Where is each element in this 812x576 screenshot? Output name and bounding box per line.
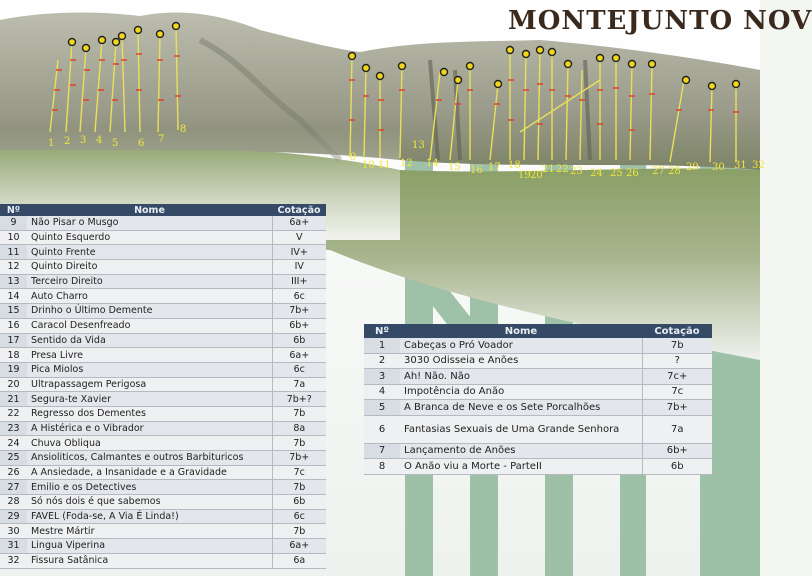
route-label: 10: [362, 160, 375, 171]
route-label: 11: [378, 160, 391, 171]
table-row: [364, 384, 712, 400]
table-row: [0, 377, 326, 392]
table-row: [364, 338, 712, 353]
route-label: 8: [180, 124, 187, 135]
table-row: [364, 400, 712, 416]
route-label: 22: [556, 164, 569, 175]
route-label: 2: [64, 136, 71, 147]
table-row: [0, 304, 326, 319]
route-number: 23: [0, 421, 27, 436]
route-name: Sentido da Vida: [27, 333, 272, 348]
table-row: [0, 480, 326, 495]
route-grade: 6b+: [642, 443, 712, 459]
route-grade: 7b: [272, 480, 326, 495]
table-row: [364, 369, 712, 385]
route-grade: ?: [642, 353, 712, 369]
route-number: 32: [0, 553, 27, 568]
route-grade: 6a: [272, 553, 326, 568]
table-row: [0, 509, 326, 524]
route-name: Terceiro Direito: [27, 274, 272, 289]
route-grade: 6c: [272, 289, 326, 304]
table-row: [364, 459, 712, 475]
route-label: 5: [112, 138, 119, 149]
route-name: Drinho o Último Demente: [27, 304, 272, 319]
header-grade: Cotação: [272, 204, 326, 216]
route-name: Ansioliticos, Calmantes e outros Barbituricos: [27, 451, 272, 466]
route-name: Chuva Obliqua: [27, 436, 272, 451]
route-name: Lançamento de Anões: [400, 443, 642, 459]
header-name: Nome: [27, 204, 272, 216]
route-number: 30: [0, 524, 27, 539]
table-row: [0, 495, 326, 510]
route-label: 15: [448, 162, 461, 173]
table-row: [0, 524, 326, 539]
route-grade: 6b: [272, 495, 326, 510]
header-number: Nº: [0, 204, 27, 216]
route-number: 20: [0, 377, 27, 392]
route-name: Ultrapassagem Perigosa: [27, 377, 272, 392]
route-name: Caracol Desenfreado: [27, 318, 272, 333]
route-label: 17: [488, 162, 501, 173]
route-grade: V: [272, 230, 326, 245]
route-grade: 6c: [272, 362, 326, 377]
table-row: [0, 406, 326, 421]
route-name: Mestre Mártir: [27, 524, 272, 539]
route-label: 21: [542, 164, 555, 175]
routes-table-sector-1: [364, 324, 712, 475]
route-name: A Histérica e o Vibrador: [27, 421, 272, 436]
route-name: Cabeças o Pró Voador: [400, 338, 642, 353]
route-grade: 6a+: [272, 216, 326, 230]
table-row: [0, 245, 326, 260]
route-number: 29: [0, 509, 27, 524]
table-row: [0, 289, 326, 304]
route-name: O Anão viu a Morte - ParteII: [400, 459, 642, 475]
route-label: 23: [570, 166, 583, 177]
route-number: 17: [0, 333, 27, 348]
route-label: 1: [48, 138, 55, 149]
route-grade: IV+: [272, 245, 326, 260]
table-row: [0, 318, 326, 333]
route-grade: 7b: [272, 524, 326, 539]
route-label: 6: [138, 138, 145, 149]
route-number: 28: [0, 495, 27, 510]
table-row: [0, 392, 326, 407]
page-title: MONTEJUNTO NOV: [508, 6, 812, 36]
route-number: 8: [364, 459, 400, 475]
table-row: [0, 465, 326, 480]
route-label: 25: [610, 168, 623, 179]
route-label: 19: [518, 170, 531, 181]
route-number: 13: [0, 274, 27, 289]
route-name: Fissura Satânica: [27, 553, 272, 568]
route-grade: 7b+: [272, 304, 326, 319]
route-number: 26: [0, 465, 27, 480]
route-number: 12: [0, 260, 27, 275]
route-label: 18: [508, 160, 521, 171]
route-grade: 6c: [272, 509, 326, 524]
route-number: 18: [0, 348, 27, 363]
route-grade: 7b+: [272, 451, 326, 466]
route-number: 21: [0, 392, 27, 407]
route-label: 27: [652, 166, 665, 177]
table-row: [0, 274, 326, 289]
route-name: Fantasias Sexuais de Uma Grande Senhora: [400, 415, 642, 443]
route-name: 3030 Odisseia e Anões: [400, 353, 642, 369]
route-grade: 8a: [272, 421, 326, 436]
route-grade: 7b+?: [272, 392, 326, 407]
table-header-row: [364, 324, 712, 338]
route-grade: 7c: [272, 465, 326, 480]
route-name: A Ansiedade, a Insanidade e a Gravidade: [27, 465, 272, 480]
route-number: 15: [0, 304, 27, 319]
table-row: [0, 216, 326, 230]
table-row: [0, 230, 326, 245]
route-label: 14: [426, 158, 439, 169]
table-row: [0, 333, 326, 348]
route-label: 24: [590, 168, 603, 179]
route-grade: 7a: [272, 377, 326, 392]
route-grade: 7b+: [642, 400, 712, 416]
route-label: 12: [400, 158, 413, 169]
route-name: Quinto Esquerdo: [27, 230, 272, 245]
route-number: 7: [364, 443, 400, 459]
route-grade: 6a+: [272, 348, 326, 363]
route-label: 30: [712, 162, 725, 173]
header-name: Nome: [400, 324, 642, 338]
route-grade: 6b: [642, 459, 712, 475]
route-label: 29: [686, 162, 699, 173]
table-row: [0, 260, 326, 275]
route-grade: 7b: [642, 338, 712, 353]
route-number: 25: [0, 451, 27, 466]
route-name: FAVEL (Foda-se, A Via É Linda!): [27, 509, 272, 524]
route-number: 16: [0, 318, 27, 333]
route-label: 9: [350, 152, 357, 163]
route-number: 3: [364, 369, 400, 385]
route-number: 9: [0, 216, 27, 230]
route-number: 14: [0, 289, 27, 304]
table-row: [364, 415, 712, 443]
route-grade: 7c: [642, 384, 712, 400]
route-grade: 7a: [642, 415, 712, 443]
route-name: Emilio e os Detectives: [27, 480, 272, 495]
route-label: 3: [80, 135, 87, 146]
route-number: 22: [0, 406, 27, 421]
route-label: 32: [752, 160, 765, 171]
route-name: Lingua Viperina: [27, 539, 272, 554]
route-grade: 6b: [272, 333, 326, 348]
route-grade: III+: [272, 274, 326, 289]
route-number: 11: [0, 245, 27, 260]
route-number: 10: [0, 230, 27, 245]
route-label: 4: [96, 135, 103, 146]
route-name: Quinto Direito: [27, 260, 272, 275]
table-row: [0, 539, 326, 554]
table-header-row: [0, 204, 326, 216]
route-name: Segura-te Xavier: [27, 392, 272, 407]
header-number: Nº: [364, 324, 400, 338]
table-row: [0, 421, 326, 436]
route-label: 28: [668, 166, 681, 177]
route-grade: 6b+: [272, 318, 326, 333]
route-grade: 6a+: [272, 539, 326, 554]
route-number: 4: [364, 384, 400, 400]
route-number: 6: [364, 415, 400, 443]
table-row: [0, 362, 326, 377]
table-row: [364, 353, 712, 369]
route-grade: 7b: [272, 406, 326, 421]
table-row: [0, 348, 326, 363]
routes-table-sector-2: [0, 204, 326, 569]
header-grade: Cotação: [642, 324, 712, 338]
route-name: A Branca de Neve e os Sete Porcalhões: [400, 400, 642, 416]
table-row: [0, 451, 326, 466]
route-label: 31: [734, 160, 747, 171]
route-number: 31: [0, 539, 27, 554]
route-label: 26: [626, 168, 639, 179]
route-grade: IV: [272, 260, 326, 275]
route-name: Não Pisar o Musgo: [27, 216, 272, 230]
route-name: Auto Charro: [27, 289, 272, 304]
route-label: 20: [530, 170, 543, 181]
table-row: [0, 553, 326, 568]
route-number: 1: [364, 338, 400, 353]
table-row: [364, 443, 712, 459]
route-number: 19: [0, 362, 27, 377]
route-label: 7: [158, 134, 165, 145]
route-name: Quinto Frente: [27, 245, 272, 260]
route-number: 2: [364, 353, 400, 369]
route-name: Presa Livre: [27, 348, 272, 363]
route-name: Pica Miolos: [27, 362, 272, 377]
route-name: Só nós dois é que sabemos: [27, 495, 272, 510]
route-name: Impotência do Anão: [400, 384, 642, 400]
route-number: 24: [0, 436, 27, 451]
route-number: 5: [364, 400, 400, 416]
route-grade: 7c+: [642, 369, 712, 385]
route-label: 13: [412, 140, 425, 151]
route-name: Regresso dos Dementes: [27, 406, 272, 421]
route-number: 27: [0, 480, 27, 495]
route-name: Ah! Não. Não: [400, 369, 642, 385]
table-row: [0, 436, 326, 451]
route-grade: 7b: [272, 436, 326, 451]
route-label: 16: [470, 165, 483, 176]
